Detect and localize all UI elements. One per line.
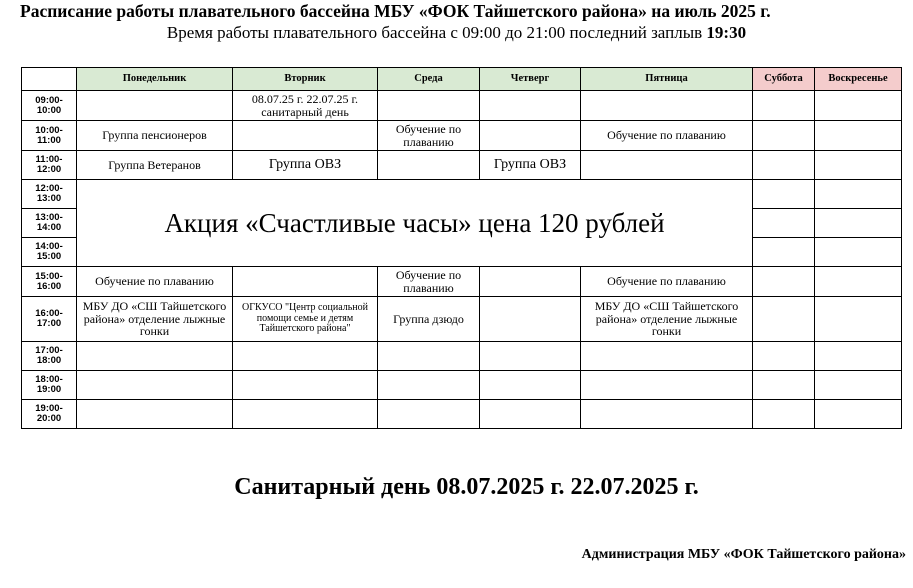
schedule-cell [753, 151, 815, 180]
schedule-cell [480, 121, 581, 151]
schedule-cell [233, 400, 378, 429]
schedule-cell [753, 267, 815, 297]
schedule-cell: Группа дзюдо [378, 297, 480, 342]
schedule-cell: Обучение по плаванию [77, 267, 233, 297]
table-row [22, 151, 902, 180]
page-title: Расписание работы плавательного бассейна МБУ «ФОК Тайшетского района» на июль 2025 г. [20, 1, 771, 21]
day-header-friday: Пятница [581, 68, 753, 91]
schedule-cell: Обучение по плаванию [378, 267, 480, 297]
day-header-thursday: Четверг [480, 68, 581, 91]
schedule-cell [815, 121, 902, 151]
schedule-cell: Обучение по плаванию [378, 121, 480, 151]
schedule-cell: МБУ ДО «СШ Тайшетского района» отделение лыжные гонки [77, 297, 233, 342]
table-row [22, 371, 902, 400]
time-slot: 17:00- 18:00 [22, 342, 77, 371]
schedule-cell [815, 209, 902, 238]
schedule-cell [815, 180, 902, 209]
schedule-cell: Группа Ветеранов [77, 151, 233, 180]
schedule-cell [581, 151, 753, 180]
schedule-table [21, 67, 902, 429]
time-slot: 10:00- 11:00 [22, 121, 77, 151]
sanitary-day-notice: Санитарный день 08.07.2025 г. 22.07.2025 г. [234, 474, 699, 500]
schedule-cell [815, 238, 902, 267]
schedule-cell [378, 151, 480, 180]
schedule-cell [753, 297, 815, 342]
schedule-cell [815, 297, 902, 342]
time-slot: 16:00- 17:00 [22, 297, 77, 342]
schedule-cell [753, 121, 815, 151]
schedule-cell [815, 400, 902, 429]
table-row [22, 91, 902, 121]
schedule-cell [480, 91, 581, 121]
schedule-cell [581, 371, 753, 400]
last-swim-time: 19:30 [706, 23, 747, 42]
schedule-cell [378, 371, 480, 400]
schedule-cell: Группа ОВЗ [233, 151, 378, 180]
schedule-cell [581, 91, 753, 121]
schedule-cell [378, 342, 480, 371]
schedule-cell: Обучение по плаванию [581, 267, 753, 297]
schedule-cell: ОГКУСО "Центр социальной помощи семье и детям Тайшетского района" [233, 297, 378, 342]
schedule-cell [815, 342, 902, 371]
time-slot: 18:00- 19:00 [22, 371, 77, 400]
schedule-cell: Группа пенсионеров [77, 121, 233, 151]
schedule-cell [480, 342, 581, 371]
day-header-wednesday: Среда [378, 68, 480, 91]
day-header-monday: Понедельник [77, 68, 233, 91]
schedule-cell [753, 342, 815, 371]
schedule-cell: Обучение по плаванию [581, 121, 753, 151]
schedule-cell [77, 400, 233, 429]
schedule-cell [77, 342, 233, 371]
time-slot: 12:00- 13:00 [22, 180, 77, 209]
schedule-cell [753, 91, 815, 121]
schedule-cell [233, 267, 378, 297]
schedule-cell [753, 400, 815, 429]
schedule-cell [753, 238, 815, 267]
time-slot: 15:00- 16:00 [22, 267, 77, 297]
schedule-cell: Группа ОВЗ [480, 151, 581, 180]
day-header-tuesday: Вторник [233, 68, 378, 91]
schedule-cell [581, 342, 753, 371]
schedule-cell [480, 400, 581, 429]
header-row [22, 68, 902, 91]
day-header-sunday: Воскресенье [815, 68, 902, 91]
promo-banner: Акция «Счастливые часы» цена 120 рублей [77, 180, 753, 267]
schedule-cell [581, 400, 753, 429]
schedule-cell [480, 297, 581, 342]
schedule-cell [753, 209, 815, 238]
schedule-cell [815, 91, 902, 121]
subtitle-text: Время работы плавательного бассейна с 09:00 до 21:00 последний заплыв [166, 23, 707, 42]
administration-signature: Администрация МБУ «ФОК Тайшетского района» [581, 547, 906, 562]
schedule-cell [480, 267, 581, 297]
schedule-cell: 08.07.25 г. 22.07.25 г. санитарный день [233, 91, 378, 121]
table-row [22, 180, 902, 209]
time-header [22, 68, 77, 91]
table-row [22, 342, 902, 371]
schedule-cell [815, 151, 902, 180]
time-slot: 14:00- 15:00 [22, 238, 77, 267]
schedule-cell [77, 91, 233, 121]
table-row [22, 297, 902, 342]
schedule-cell [233, 342, 378, 371]
schedule-cell [378, 400, 480, 429]
schedule-cell [480, 371, 581, 400]
time-slot: 19:00- 20:00 [22, 400, 77, 429]
time-slot: 09:00- 10:00 [22, 91, 77, 121]
time-slot: 11:00- 12:00 [22, 151, 77, 180]
page-subtitle [0, 23, 913, 43]
schedule-cell [233, 121, 378, 151]
schedule-cell: МБУ ДО «СШ Тайшетского района» отделение лыжные гонки [581, 297, 753, 342]
day-header-saturday: Суббота [753, 68, 815, 91]
schedule-cell [77, 371, 233, 400]
schedule-cell [378, 91, 480, 121]
schedule-cell [233, 371, 378, 400]
schedule-cell [753, 371, 815, 400]
time-slot: 13:00- 14:00 [22, 209, 77, 238]
schedule-cell [815, 371, 902, 400]
table-row [22, 267, 902, 297]
schedule-cell [753, 180, 815, 209]
schedule-cell [815, 267, 902, 297]
table-row [22, 400, 902, 429]
table-row [22, 121, 902, 151]
